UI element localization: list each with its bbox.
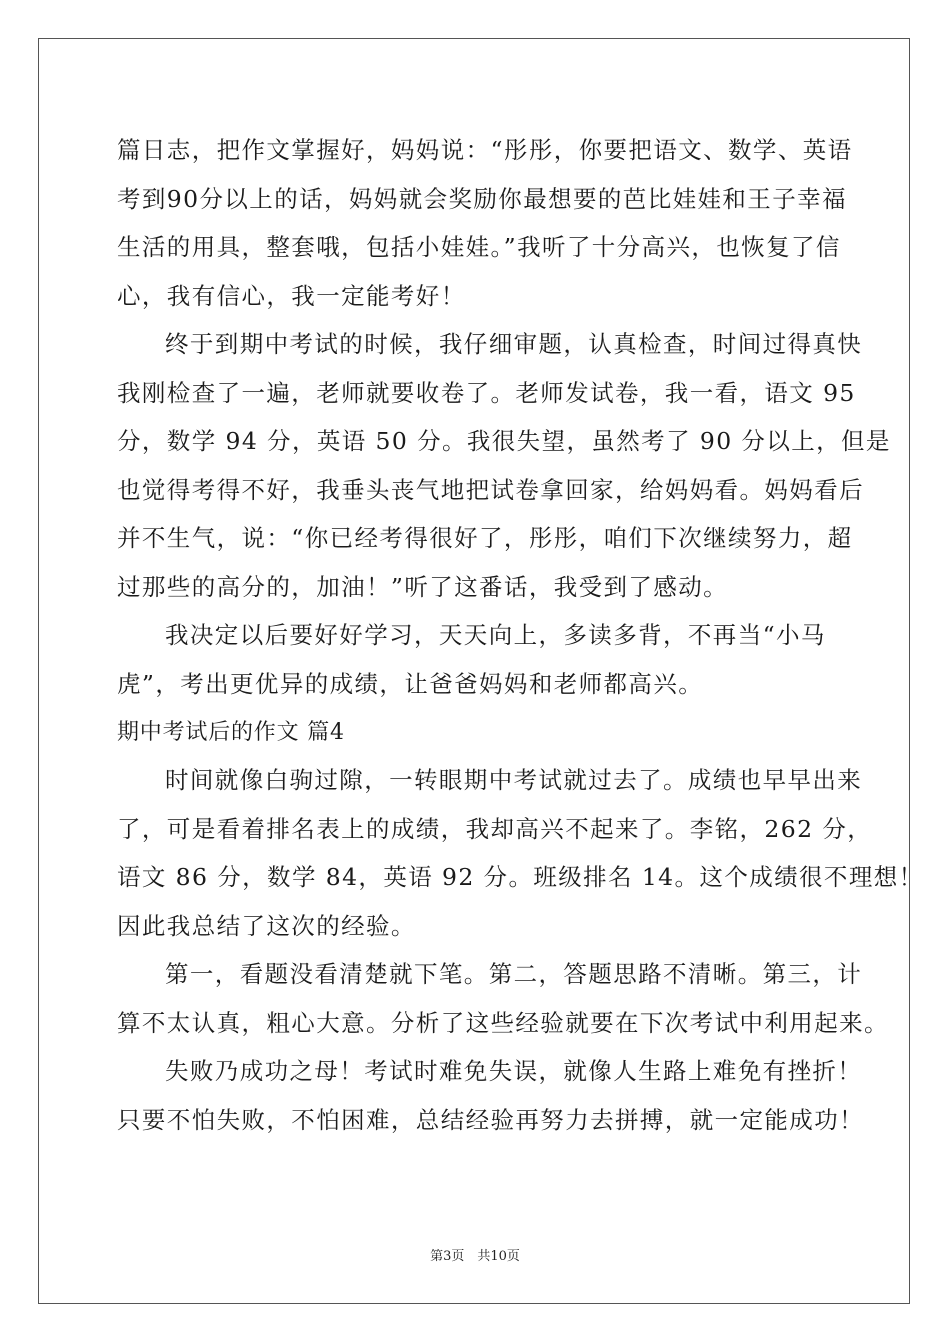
text-line: 我刚检查了一遍，老师就要收卷了。老师发试卷，我一看，语文 95 — [117, 378, 856, 407]
text-line: 也觉得考得不好，我垂头丧气地把试卷拿回家，给妈妈看。妈妈看后 — [117, 475, 864, 504]
document-body — [117, 131, 924, 1149]
text-line: 并不生气，说：“你已经考得很好了，彤彤，咱们下次继续努力，超 — [117, 524, 853, 552]
text-line: 第一，看题没看清楚就下笔。第二，答题思路不清晰。第三，计 — [165, 960, 863, 988]
text-line: 算不太认真，粗心大意。分析了这些经验就要在下次考试中利用起来。 — [117, 1008, 889, 1037]
text-line: 分，数学 94 分，英语 50 分。我很失望，虽然考了 90 分以上，但是 — [117, 427, 891, 455]
text-line: 生活的用具，整套哦，包括小娃娃。”我听了十分高兴，也恢复了信 — [117, 233, 841, 261]
text-line: 了，可是看着排名表上的成绩，我却高兴不起来了。李铭，262 分， — [117, 814, 873, 843]
text-line: 篇日志，把作文掌握好，妈妈说：“彤彤，你要把语文、数学、英语 — [117, 136, 853, 164]
text-line: 因此我总结了这次的经验。 — [117, 911, 416, 940]
text-line: 终于到期中考试的时候，我仔细审题，认真检查，时间过得真快 — [165, 330, 863, 358]
section-heading: 期中考试后的作文 篇4 — [117, 720, 345, 745]
text-line: 时间就像白驹过隙，一转眼期中考试就过去了。成绩也早早出来 — [165, 766, 863, 794]
text-line: 语文 86 分，数学 84，英语 92 分。班级排名 14。这个成绩很不理想！ — [117, 863, 924, 891]
text-line: 过那些的高分的，加油！”听了这番话，我受到了感动。 — [117, 572, 729, 601]
text-line: 只要不怕失败，不怕困难，总结经验再努力去拼搏，就一定能成功！ — [117, 1105, 864, 1134]
text-line: 虎”，考出更优异的成绩，让爸爸妈妈和老师都高兴。 — [117, 669, 704, 698]
page-footer: 第3页 共10页 — [430, 1249, 520, 1264]
text-line: 失败乃成功之母！考试时难免失误，就像人生路上难免有挫折！ — [165, 1057, 863, 1085]
text-line: 考到90分以上的话，妈妈就会奖励你最想要的芭比娃娃和王子幸福 — [117, 184, 847, 213]
text-line: 心，我有信心，我一定能考好！ — [117, 281, 466, 310]
text-line: 我决定以后要好好学习，天天向上，多读多背，不再当“小马 — [165, 621, 826, 649]
